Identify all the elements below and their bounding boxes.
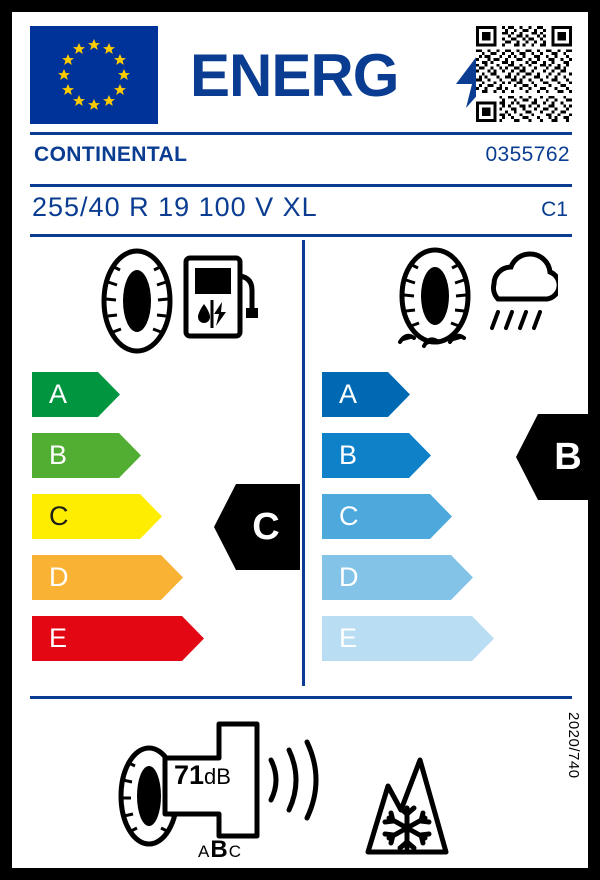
divider-vertical [302,240,305,686]
energy-wordmark: ENERG [190,42,399,109]
noise-class-a: A [198,842,211,861]
wet-grade-e-letter: E [339,623,358,653]
divider-top [30,132,572,135]
fuel-grade-e [32,616,204,661]
wet-grip-result-letter: B [554,435,582,478]
noise-db-number: 71 [174,760,205,790]
noise-class-c: C [228,842,242,861]
brand-name: CONTINENTAL [34,143,188,166]
wet-grade-b-letter: B [339,440,358,470]
label-header [30,26,572,126]
wet-grade-c-letter: C [339,501,359,531]
fuel-grade-d [32,555,183,600]
fuel-grade-a [32,372,120,417]
qr-code-icon [476,26,572,122]
noise-class-b: B [210,836,229,863]
fuel-grade-a-letter: A [49,379,68,409]
energy-label [12,12,588,868]
divider-size [30,234,572,237]
tire-rain-icon [388,246,558,356]
noise-value [174,760,231,791]
wet-grade-e [322,616,494,661]
type-code: 0355762 [485,143,570,166]
wet-grade-c [322,494,452,539]
tire-fuel-pump-icon [90,246,260,356]
fuel-grade-c-letter: C [49,501,69,531]
noise-db-unit: dB [204,764,231,789]
wet-grade-a-letter: A [339,379,358,409]
wet-grade-b [322,433,431,478]
tire-size: 255/40 R 19 100 V XL [32,192,318,222]
fuel-grade-d-letter: D [49,562,69,592]
fuel-grade-b [32,433,141,478]
three-peak-mountain-snowflake-icon [348,752,466,860]
eu-flag-icon [30,26,158,124]
tire-class-code: C1 [541,198,568,221]
divider-bottom [30,696,572,699]
wet-grade-d [322,555,473,600]
noise-class-scale [198,836,242,864]
wet-grade-d-letter: D [339,562,359,592]
regulation-reference: 2020/740 [565,712,582,779]
fuel-efficiency-result-letter: C [252,505,280,548]
wet-grade-a [322,372,410,417]
fuel-grade-e-letter: E [49,623,68,653]
fuel-grade-b-letter: B [49,440,68,470]
divider-brand [30,184,572,187]
fuel-grade-c [32,494,162,539]
wet-grip-result [516,414,588,500]
fuel-efficiency-result [214,484,300,570]
